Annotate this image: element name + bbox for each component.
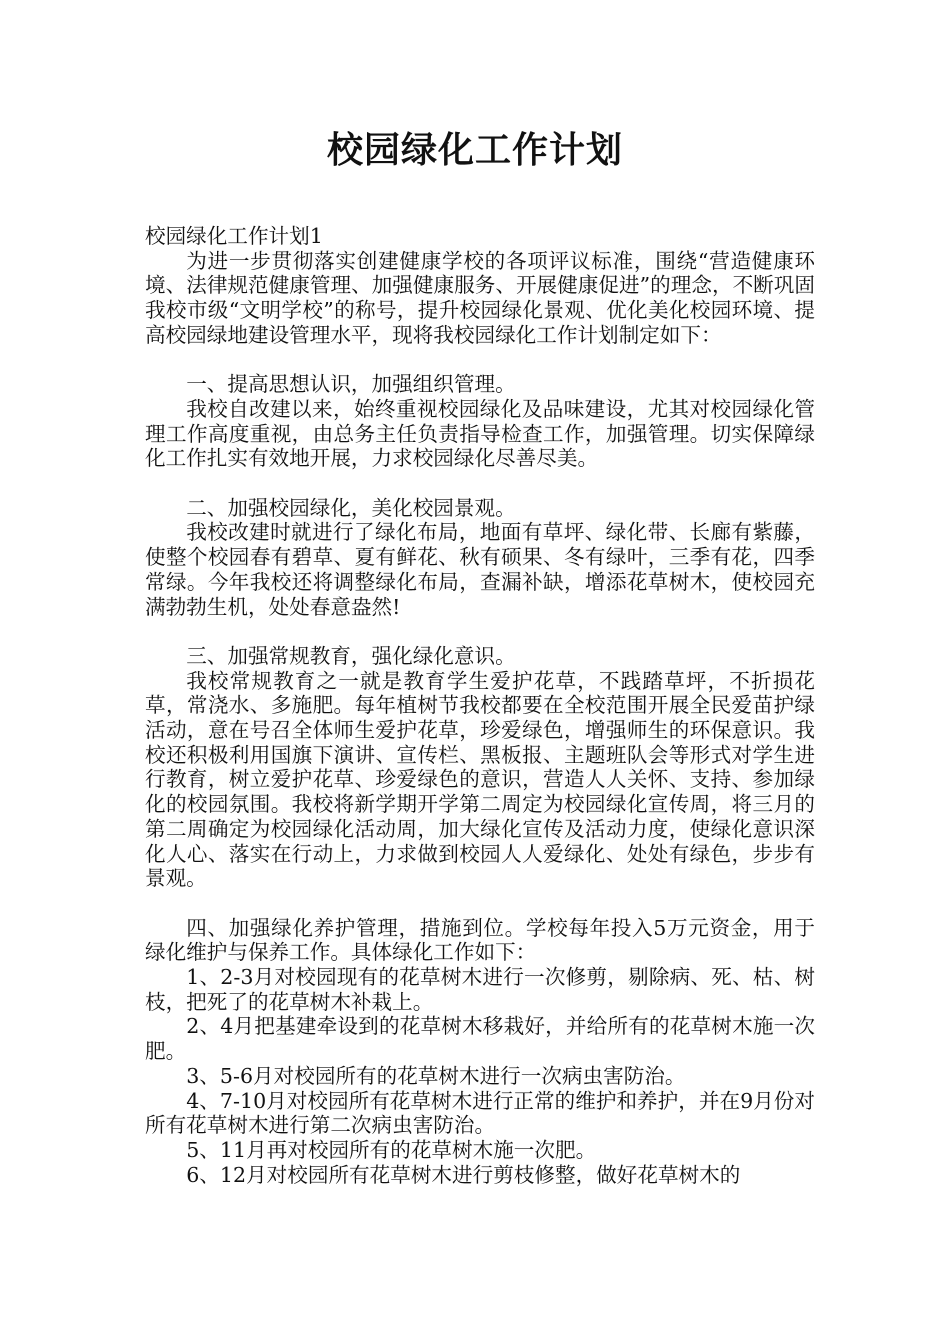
section-heading-4: 四、加强绿化养护管理，措施到位。学校每年投入5万元资金，用于绿化维护与保养工作。具体绿化工作如下： [145, 915, 815, 965]
section-paragraph-2: 我校改建时就进行了绿化布局，地面有草坪、绿化带、长廊有紫藤，使整个校园春有碧草、夏有鲜花、秋有硕果、冬有绿叶，三季有花，四季常绿。今年我校还将调整绿化布局，查漏补缺，增添花草树木，使校园充满勃勃生机，处处春意盎然! [145, 520, 815, 619]
section-paragraph-3: 我校常规教育之一就是教育学生爱护花草，不践踏草坪，不折损花草，常浇水、多施肥。每年植树节我校都要在全校范围开展全民爱苗护绿活动，意在号召全体师生爱护花草，珍爱绿色，增强师生的环保意识。我校还积极利用国旗下演讲、宣传栏、黑板报、主题班队会等形式对学生进行教育，树立爱护花草、珍爱绿色的意识，营造人人关怀、支持、参加绿化的校园氛围。我校将新学期开学第二周定为校园绿化宣传周，将三月的第二周确定为校园绿化活动周，加大绿化宣传及活动力度，使绿化意识深化人心、落实在行动上，力求做到校园人人爱绿化、处处有绿色，步步有景观。 [145, 668, 815, 891]
subtitle-line: 校园绿化工作计划1 [145, 224, 323, 248]
list-item: 2、4月把基建牵设到的花草树木移栽好，并给所有的花草树木施一次肥。 [145, 1014, 815, 1064]
section-heading-2: 二、加强校园绿化，美化校园景观。 [186, 495, 516, 520]
section-heading-1: 一、提高思想认识，加强组织管理。 [186, 372, 516, 397]
list-item: 1、2-3月对校园现有的花草树木进行一次修剪，剔除病、死、枯、树枝，把死了的花草树木补栽上。 [145, 965, 815, 1014]
document-title: 校园绿化工作计划 [326, 130, 623, 171]
list-item: 4、7-10月对校园所有花草树木进行正常的维护和养护，并在9月份对所有花草树木进行第二次病虫害防治。 [145, 1088, 815, 1138]
section-heading-3: 三、加强常规教育，强化绿化意识。 [186, 643, 516, 668]
list-item: 3、5-6月对校园所有的花草树木进行一次病虫害防治。 [186, 1063, 686, 1088]
list-item: 5、11月再对校园所有的花草树木施一次肥。 [186, 1137, 597, 1162]
intro-paragraph: 为进一步贯彻落实创建健康学校的各项评议标准，围绕“营造健康环境、法律规范健康管理、加强健康服务、开展健康促进”的理念，不断巩固我校市级“文明学校”的称号，提升校园绿化景观、优化美化校园环境、提高校园绿地建设管理水平，现将我校园绿化工作计划制定如下： [145, 248, 815, 347]
section-paragraph-1: 我校自改建以来，始终重视校园绿化及品味建设，尤其对校园绿化管理工作高度重视，由总务主任负责指导检查工作，加强管理。切实保障绿化工作扎实有效地开展，力求校园绿化尽善尽美。 [145, 396, 815, 471]
document-body [145, 224, 815, 1187]
list-item: 6、12月对校园所有花草树木进行剪枝修整，做好花草树木的 [186, 1162, 741, 1187]
